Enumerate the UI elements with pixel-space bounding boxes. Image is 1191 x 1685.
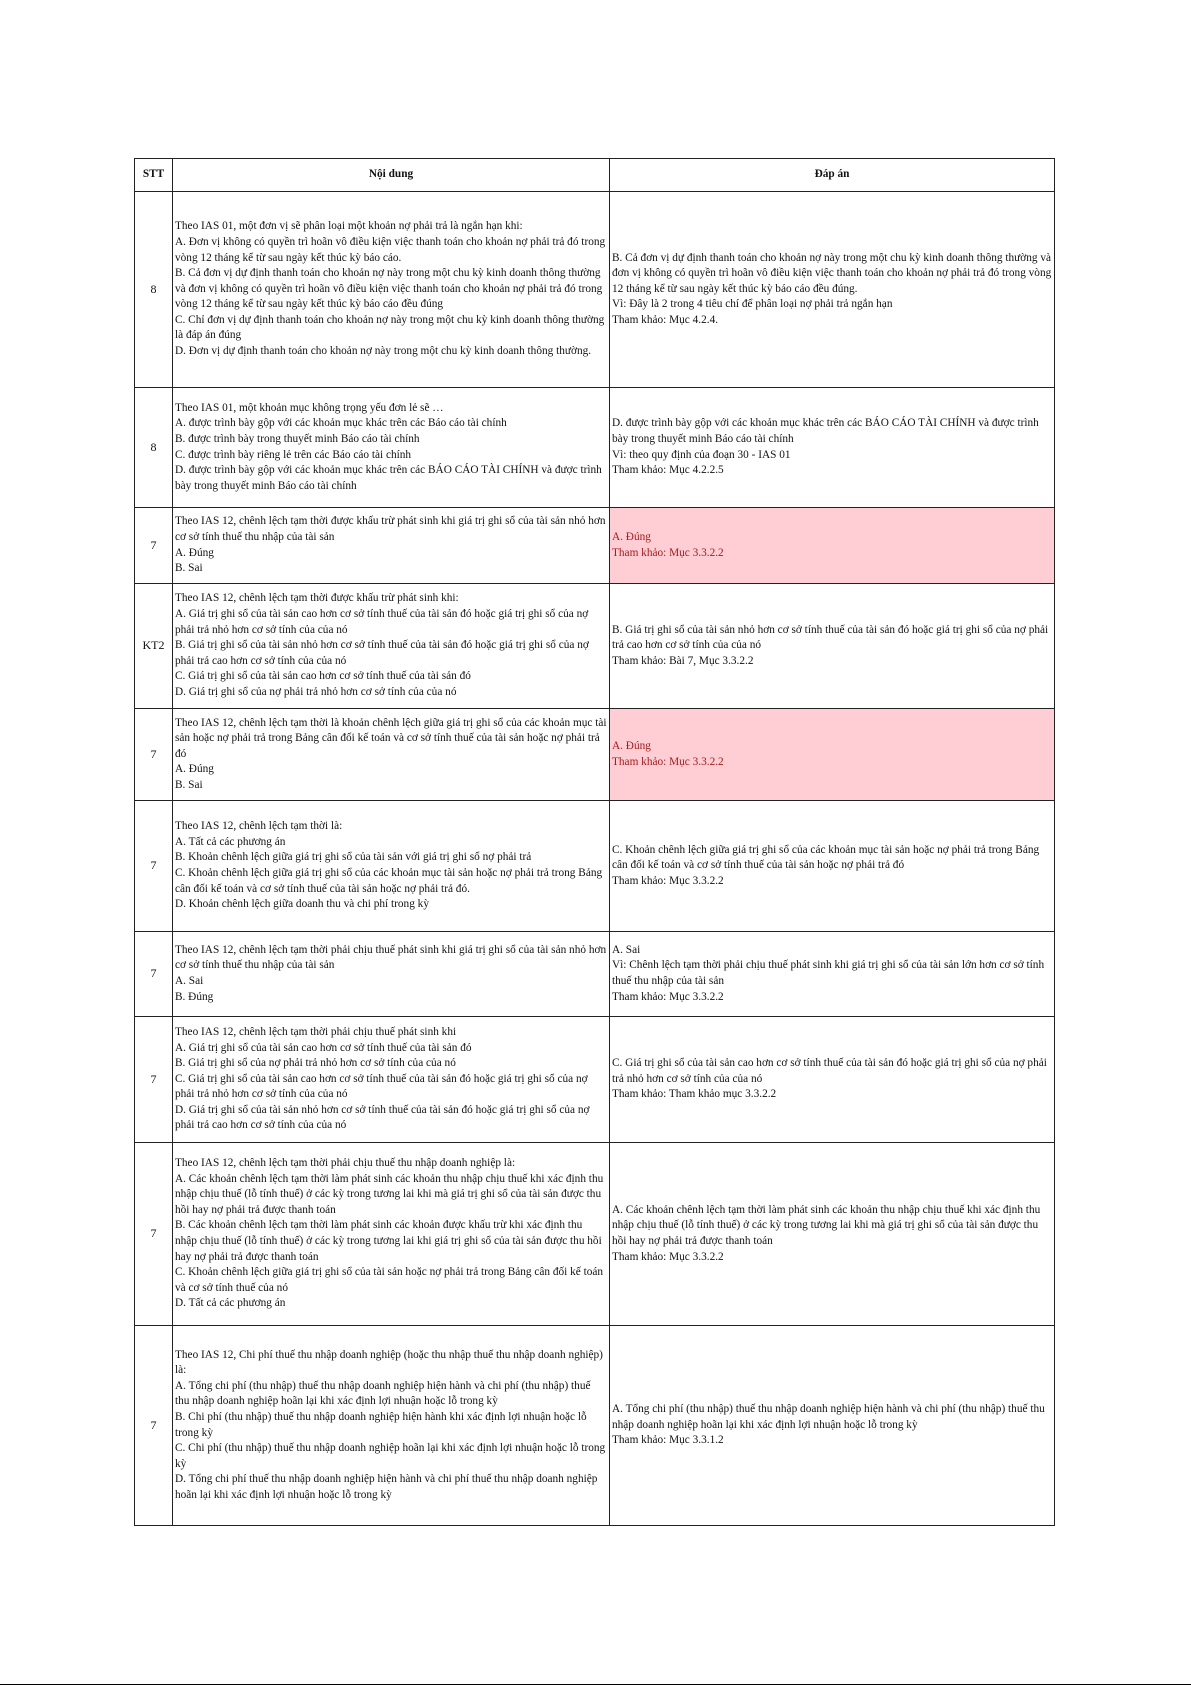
question-cell — [173, 932, 610, 1017]
question-line: A. Các khoản chênh lệch tạm thời làm phát sinh các khoản thu nhập chịu thuế khi xác định thu nhập chịu thuế (lỗ tính thuế) ở các kỳ trong tương lai khi mà giá trị ghi sổ của tài sản được thu hồi hay nợ phải trả được thanh toán — [175, 1172, 604, 1216]
question-cell — [173, 709, 610, 801]
question-cell — [173, 1017, 610, 1143]
question-line: A. Đúng — [175, 546, 214, 559]
question-line: Theo IAS 12, chênh lệch tạm thời phải chịu thuế thu nhập doanh nghiệp là: — [175, 1157, 516, 1170]
question-line: B. Cả đơn vị dự định thanh toán cho khoản nợ này trong một chu kỳ kinh doanh thông thường và đơn vị không có quyền trì hoãn vô điều kiện việc thanh toán cho khoản nợ phải trả đó trong vòng 12 tháng kể từ sau ngày kết thúc kỳ báo cáo đều đúng — [175, 267, 603, 311]
question-line: B. Các khoản chênh lệch tạm thời làm phát sinh các khoản được khấu trừ khi xác định thu nhập chịu thuế (lỗ tính thuế) ở các kỳ trong tương lai khi giá trị ghi sổ của tài sản được thu hồi hay nợ phải trả được thanh toán — [175, 1219, 602, 1263]
question-line: C. Khoản chênh lệch giữa giá trị ghi sổ của các khoản mục tài sản hoặc nợ phải trả trong Bảng cân đối kế toán và cơ sở tính thuế của tài sản hoặc nợ phải trả đó. — [175, 867, 603, 895]
question-line: B. Giá trị ghi sổ của nợ phải trả nhỏ hơn cơ sở tính của của nó — [175, 1057, 456, 1070]
answer-line: Tham khảo: Mục 3.3.2.2 — [612, 1250, 724, 1263]
row-stt: 7 — [135, 1326, 173, 1526]
question-cell — [173, 801, 610, 932]
question-line: B. được trình bày trong thuyết minh Báo cáo tài chính — [175, 432, 420, 445]
question-line: A. Đúng — [175, 763, 214, 776]
question-line: C. Khoản chênh lệch giữa giá trị ghi sổ của tài sản hoặc nợ phải trả trong Bảng cân đối kế toán và cơ sở tính thuế của nó — [175, 1266, 604, 1294]
header-content: Nội dung — [173, 159, 610, 192]
question-line: A. Giá trị ghi sổ của tài sản cao hơn cơ sở tính thuế của tài sản đó — [175, 1041, 472, 1054]
question-line: Theo IAS 12, chênh lệch tạm thời phải chịu thuế phát sinh khi giá trị ghi sổ của tài sản nhỏ hơn cơ sở tính thuế thu nhập của tài sản — [175, 943, 607, 972]
table-row — [135, 1326, 1055, 1526]
question-line: Theo IAS 12, chênh lệch tạm thời phải chịu thuế phát sinh khi — [175, 1025, 457, 1038]
question-line: A. Sai — [175, 975, 204, 987]
question-line: D. Tất cả các phương án — [175, 1297, 286, 1310]
answer-cell — [610, 801, 1055, 932]
table-row — [135, 1017, 1055, 1143]
table-row — [135, 388, 1055, 508]
answer-line: A. Đúng — [612, 739, 651, 752]
question-line: B. Đúng — [175, 990, 214, 1003]
answer-line: A. Đúng — [612, 530, 651, 543]
answer-line: B. Cả đơn vị dự định thanh toán cho khoản nợ này trong một chu kỳ kinh doanh thông thường và đơn vị không có quyền trì hoãn vô điều kiện việc thanh toán cho khoản nợ phải trả đó trong vòng 12 tháng kể từ sau ngày kết thúc kỳ báo cáo đều đúng. — [612, 251, 1052, 295]
answer-line: A. Sai — [612, 943, 641, 956]
answer-line: Tham khảo: Mục 3.3.2.2 — [612, 755, 724, 768]
question-line: D. Giá trị ghi sổ của tài sản nhỏ hơn cơ sở tính thuế của tài sản đó hoặc giá trị ghi sổ của nợ phải trả cao hơn cơ sở tính của của nó — [175, 1103, 590, 1132]
answer-line: Tham khảo: Mục 3.3.2.2 — [612, 874, 724, 887]
row-stt: 8 — [135, 192, 173, 388]
question-cell — [173, 192, 610, 388]
question-line: C. Chi phí (thu nhập) thuế thu nhập doanh nghiệp hoãn lại khi xác định lợi nhuận hoặc lỗ trong kỳ — [175, 1442, 606, 1470]
answer-line: Tham khảo: Mục 4.2.4. — [612, 313, 719, 326]
question-line: C. Giá trị ghi sổ của tài sản cao hơn cơ sở tính thuế của tài sản đó hoặc giá trị ghi sổ của nợ phải trả nhỏ hơn cơ sở tính của của nó — [175, 1072, 588, 1101]
answer-cell — [610, 584, 1055, 709]
question-line: D. Đơn vị dự định thanh toán cho khoản nợ này trong một chu kỳ kinh doanh thông thường. — [175, 345, 592, 358]
table-row — [135, 584, 1055, 709]
answer-cell-highlighted — [610, 508, 1055, 584]
question-line: D. Tổng chi phí thuế thu nhập doanh nghiệp hiện hành và chi phí thuế thu nhập doanh nghiệp hoãn lại khi xác định lợi nhuận hoặc lỗ trong kỳ — [175, 1473, 598, 1501]
question-line: A. Giá trị ghi sổ của tài sản cao hơn cơ sở tính thuế của tài sản đó hoặc giá trị ghi sổ của nợ phải trả nhỏ hơn cơ sở tính của của nó — [175, 608, 589, 636]
row-stt: KT2 — [135, 584, 173, 709]
question-cell — [173, 1326, 610, 1526]
table-row — [135, 801, 1055, 932]
row-stt: 7 — [135, 801, 173, 932]
answer-line: Vì: theo quy định của đoạn 30 - IAS 01 — [612, 448, 791, 461]
answer-cell — [610, 932, 1055, 1017]
question-line: D. được trình bày gộp với các khoản mục khác trên các BÁO CÁO TÀI CHÍNH và được trình bày trong thuyết minh Báo cáo tài chính — [175, 464, 602, 492]
table-row — [135, 709, 1055, 801]
answer-cell — [610, 192, 1055, 388]
question-line: Theo IAS 01, một đơn vị sẽ phân loại một khoản nợ phải trả là ngắn hạn khi: — [175, 220, 523, 233]
question-line: A. Đơn vị không có quyền trì hoãn vô điều kiện việc thanh toán cho khoản nợ phải trả đó trong vòng 12 tháng kể từ sau ngày kết thúc kỳ báo cáo. — [175, 235, 606, 264]
answer-line: Tham khảo: Mục 3.3.2.2 — [612, 546, 724, 559]
answer-line: C. Giá trị ghi sổ của tài sản cao hơn cơ sở tính thuế của tài sản đó hoặc giá trị ghi sổ của nợ phải trả nhỏ hơn cơ sở tính của của nó — [612, 1057, 1047, 1085]
row-stt: 7 — [135, 1143, 173, 1326]
row-stt: 7 — [135, 508, 173, 584]
question-line: C. Chỉ đơn vị dự định thanh toán cho khoản nợ này trong một chu kỳ kinh doanh thông thường là đáp án đúng — [175, 313, 605, 342]
question-line: B. Chi phí (thu nhập) thuế thu nhập doanh nghiệp hiện hành khi xác định lợi nhuận hoặc lỗ trong kỳ — [175, 1410, 587, 1439]
question-cell — [173, 584, 610, 709]
question-line: B. Giá trị ghi sổ của tài sản nhỏ hơn cơ sở tính thuế của tài sản đó hoặc giá trị ghi sổ của nợ phải trả cao hơn cơ sở tính của của nó — [175, 639, 589, 667]
question-line: A. Tổng chi phí (thu nhập) thuế thu nhập doanh nghiệp hiện hành và chi phí (thu nhập) thuế thu nhập doanh nghiệp hoãn lại khi xác định lợi nhuận hoặc lỗ trong kỳ — [175, 1379, 591, 1408]
question-line: Theo IAS 12, Chi phí thuế thu nhập doanh nghiệp (hoặc thu nhập thuế thu nhập doanh nghiệp) là: — [175, 1348, 603, 1377]
question-line: A. Tất cả các phương án — [175, 835, 286, 848]
answer-line: C. Khoản chênh lệch giữa giá trị ghi sổ của các khoản mục tài sản hoặc nợ phải trả trong Bảng cân đối kế toán và cơ sở tính thuế của tài sản hoặc nợ phải trả đó — [612, 843, 1040, 872]
answer-line: Tham khảo: Mục 4.2.2.5 — [612, 464, 724, 477]
table-row — [135, 1143, 1055, 1326]
answer-cell-highlighted — [610, 709, 1055, 801]
header-stt: STT — [135, 159, 173, 192]
table-header-row — [135, 159, 1055, 192]
answer-line: Vì: Chênh lệch tạm thời phải chịu thuế phát sinh khi giá trị ghi sổ của tài sản lớn hơn cơ sở tính thuế thu nhập của tài sản — [612, 959, 1045, 987]
question-line: D. Khoản chênh lệch giữa doanh thu và chi phí trong kỳ — [175, 898, 429, 911]
question-cell — [173, 508, 610, 584]
row-stt: 7 — [135, 1017, 173, 1143]
question-line: Theo IAS 12, chênh lệch tạm thời được khấu trừ phát sinh khi: — [175, 592, 459, 605]
answer-line: Vì: Đây là 2 trong 4 tiêu chí để phân loại nợ phải trả ngắn hạn — [612, 298, 893, 311]
qa-table — [134, 158, 1055, 1526]
question-line: B. Sai — [175, 562, 203, 575]
question-line: C. Giá trị ghi sổ của tài sản cao hơn cơ sở tính thuế của tài sản đó — [175, 670, 471, 683]
answer-line: Tham khảo: Mục 3.3.2.2 — [612, 990, 724, 1003]
question-line: C. được trình bày riêng lẻ trên các Báo cáo tài chính — [175, 448, 412, 461]
table-row — [135, 508, 1055, 584]
answer-line: Tham khảo: Bài 7, Mục 3.3.2.2 — [612, 654, 754, 667]
question-line: Theo IAS 12, chênh lệch tạm thời là khoản chênh lệch giữa giá trị ghi sổ của các khoản mục tài sản hoặc nợ phải trả trong Bảng cân đối kế toán và cơ sở tính thuế của tài sản hoặc nợ phải trả đó — [175, 716, 607, 760]
answer-line: Tham khảo: Mục 3.3.1.2 — [612, 1434, 724, 1447]
answer-cell — [610, 1017, 1055, 1143]
question-line: Theo IAS 12, chênh lệch tạm thời được khấu trừ phát sinh khi giá trị ghi sổ của tài sản nhỏ hơn cơ sở tính thuế thu nhập của tài sản — [175, 515, 606, 543]
answer-line: B. Giá trị ghi sổ của tài sản nhỏ hơn cơ sở tính thuế của tài sản đó hoặc giá trị ghi sổ của nợ phải trả cao hơn cơ sở tính của của nó — [612, 623, 1049, 652]
question-line: Theo IAS 12, chênh lệch tạm thời là: — [175, 820, 343, 833]
row-stt: 7 — [135, 932, 173, 1017]
answer-cell — [610, 388, 1055, 508]
question-line: B. Sai — [175, 778, 203, 791]
question-cell — [173, 388, 610, 508]
answer-cell — [610, 1143, 1055, 1326]
answer-line: Tham khảo: Tham khảo mục 3.3.2.2 — [612, 1088, 777, 1101]
answer-line: A. Tổng chi phí (thu nhập) thuế thu nhập doanh nghiệp hiện hành và chi phí (thu nhập) thuế thu nhập doanh nghiệp hoãn lại khi xác định lợi nhuận hoặc lỗ trong kỳ — [612, 1403, 1045, 1431]
row-stt: 7 — [135, 709, 173, 801]
table-row — [135, 932, 1055, 1017]
question-line: A. được trình bày gộp với các khoản mục khác trên các Báo cáo tài chính — [175, 417, 507, 430]
header-answer: Đáp án — [610, 159, 1055, 192]
question-line: B. Khoản chênh lệch giữa giá trị ghi sổ của tài sản với giá trị ghi sổ nợ phải trả — [175, 851, 532, 864]
answer-line: D. được trình bày gộp với các khoản mục khác trên các BÁO CÁO TÀI CHÍNH và được trình bày trong thuyết minh Báo cáo tài chính — [612, 417, 1039, 445]
table-row — [135, 192, 1055, 388]
question-line: Theo IAS 01, một khoản mục không trọng yếu đơn lẻ sẽ … — [175, 401, 444, 414]
row-stt: 8 — [135, 388, 173, 508]
question-cell — [173, 1143, 610, 1326]
question-line: D. Giá trị ghi sổ của nợ phải trả nhỏ hơn cơ sở tính của của nó — [175, 685, 457, 698]
answer-line: A. Các khoản chênh lệch tạm thời làm phát sinh các khoản thu nhập chịu thuế khi xác định thu nhập chịu thuế (lỗ tính thuế) ở các kỳ trong tương lai khi mà giá trị ghi sổ của tài sản được thu hồi hay nợ phải trả được thanh toán — [612, 1203, 1041, 1247]
answer-cell — [610, 1326, 1055, 1526]
